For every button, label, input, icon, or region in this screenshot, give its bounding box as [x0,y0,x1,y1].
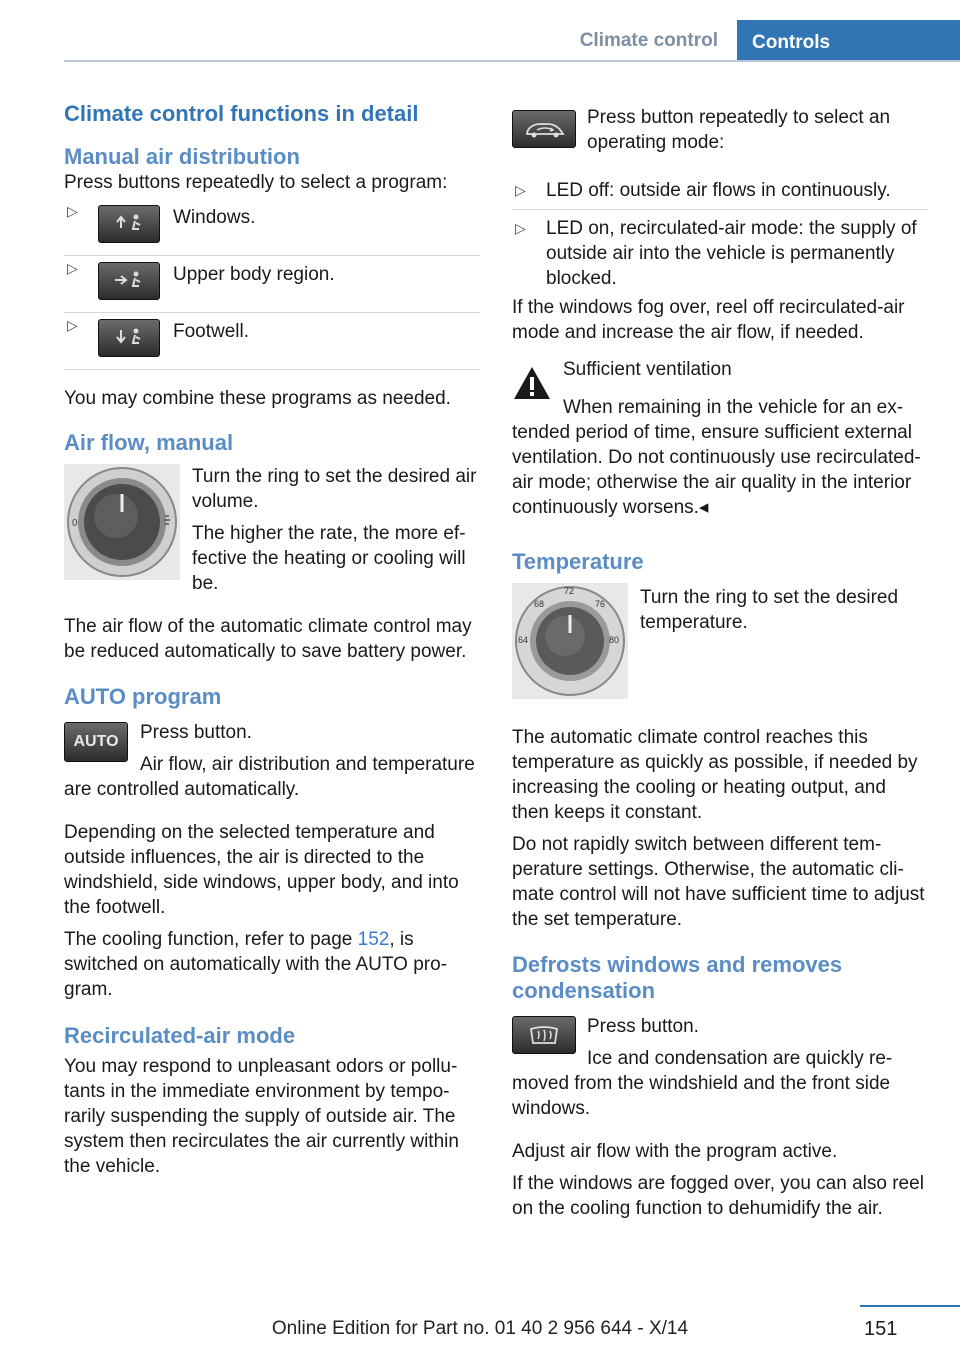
combine-note: You may combine these programs as needed. [64,388,451,409]
fog-para: If the windows fog over, reel off recirculated-air mode and increase the air flow, if needed. [512,297,905,343]
defrost-figure-row [512,1014,928,1046]
auto-para-2 [64,927,480,1002]
defrost-windshield-icon [512,1016,576,1054]
heading-defrost: Defrosts windows and removes condensation [512,952,843,1003]
program-list [64,199,480,370]
warning-row [512,359,928,419]
manual-air-intro: Press buttons repeatedly to select a program: [64,172,448,193]
temperature-para-2: Do not rapidly switch between different temperature settings. Otherwise, the automatic climate control will not have sufficient time to adjust the set temperature. [512,834,925,930]
mode-label: LED off: outside air flows in continuously. [546,180,891,201]
temperature-figure-row [512,581,928,725]
defrost-text-1: Press button. [587,1016,699,1037]
list-item [512,210,928,297]
dial-label-68: 68 [534,599,545,609]
auto-para-2-a: The cooling function, refer to page [64,929,358,950]
dial-label-80: 80 [609,635,620,645]
bullet-triangle-icon: ▷ [515,182,526,198]
temperature-text: Turn the ring to set the desired temperature. [640,587,899,633]
defrost-para-1: Adjust air flow with the program active. [512,1141,838,1162]
auto-para-2-b: , is switched on automatically with the AUTO program. [64,929,447,1000]
heading-air-flow: Air flow, manual [64,430,234,455]
recirc-figure-row [512,100,928,160]
header-section-title: Climate control [579,30,718,51]
air-flow-knob-image [64,464,180,580]
bullet-triangle-icon: ▷ [67,260,78,276]
program-label: Footwell. [173,321,250,342]
bullet-triangle-icon: ▷ [515,220,526,236]
dial-label-76: 76 [595,599,606,609]
list-item [64,313,480,370]
auto-para-1: Depending on the selected temperature and outside influences, the air is directed to the windshield, side windows, upper body, and into the footwell. [64,822,459,918]
airflow-down-icon [98,319,160,357]
header-rule [64,60,960,62]
dial-label-72: 72 [564,586,575,596]
left-column [64,100,480,1186]
dial-label-64: 64 [518,635,529,645]
recirculation-car-icon [512,110,576,148]
recirc-para: You may respond to unpleasant odors or pollutants in the immediate environment by temporarily suspending the supply of outside air. The system then recirculates the air currently within the vehicle. [64,1056,459,1177]
program-label: Upper body region. [173,264,335,285]
warning-title: Sufficient ventilation [563,359,732,380]
list-item [64,256,480,313]
footer-edition: Online Edition for Part no. 01 40 2 956 644 - X/14 [271,1318,689,1339]
heading-manual-air: Manual air distribution [64,144,300,169]
page-number: 151 [864,1318,898,1340]
program-label: Windows. [173,207,256,228]
mode-list [512,172,928,297]
recirc-button-text: Press button repeatedly to select an operating mode: [587,107,891,153]
footer-rule [860,1305,960,1307]
right-column [512,100,928,1228]
air-flow-para: The air flow of the automatic climate control may be reduced automatically to save battery power. [64,616,472,662]
defrost-text-2: Ice and condensation are quickly removed from the windshield and the front side windows. [512,1048,893,1119]
knob-zero-label: 0 [72,518,78,529]
heading-temperature: Temperature [512,549,644,574]
list-item [64,199,480,256]
air-flow-figure-row [64,464,480,614]
page-link-152[interactable]: 152 [357,929,390,950]
heading-recirculated-air: Recirculated-air mode [64,1023,296,1048]
header-chapter-tab: Controls [737,20,960,62]
bullet-triangle-icon: ▷ [67,203,78,219]
bullet-triangle-icon: ▷ [67,317,78,333]
temperature-para-1: The automatic climate control reaches this temperature as quickly as possible, if needed by increasing the cooling or heating output, and then keeps it constant. [512,727,918,823]
auto-button-icon: AUTO [64,722,128,762]
page-header [0,0,960,64]
defrost-para-2: If the windows are fogged over, you can also reel on the cooling function to dehumidify the air. [512,1173,924,1219]
list-item [512,172,928,210]
air-flow-text-2: The higher the rate, the more effective the heating or cooling will be. [192,523,466,594]
auto-figure-row [64,720,480,752]
auto-text-1: Press button. [140,722,252,743]
airflow-up-icon [98,205,160,243]
air-flow-text-1: Turn the ring to set the desired air volume. [192,466,477,512]
warning-triangle-icon [512,365,552,401]
airflow-body-icon [98,262,160,300]
mode-label: LED on, recirculated-air mode: the supply of outside air into the vehicle is permanently blocked. [546,218,917,289]
heading-auto-program: AUTO program [64,684,222,709]
auto-text-2: Air flow, air distribution and temperature are controlled automatically. [64,754,475,800]
page-title: Climate control functions in detail [64,101,419,126]
temperature-dial-image [512,583,628,699]
warning-text: When remaining in the vehicle for an extended period of time, ensure sufficient external ventilation. Do not continuously use recirculated-air mode; otherwise the air quality in the interior continuously worsens.◂ [512,397,921,518]
